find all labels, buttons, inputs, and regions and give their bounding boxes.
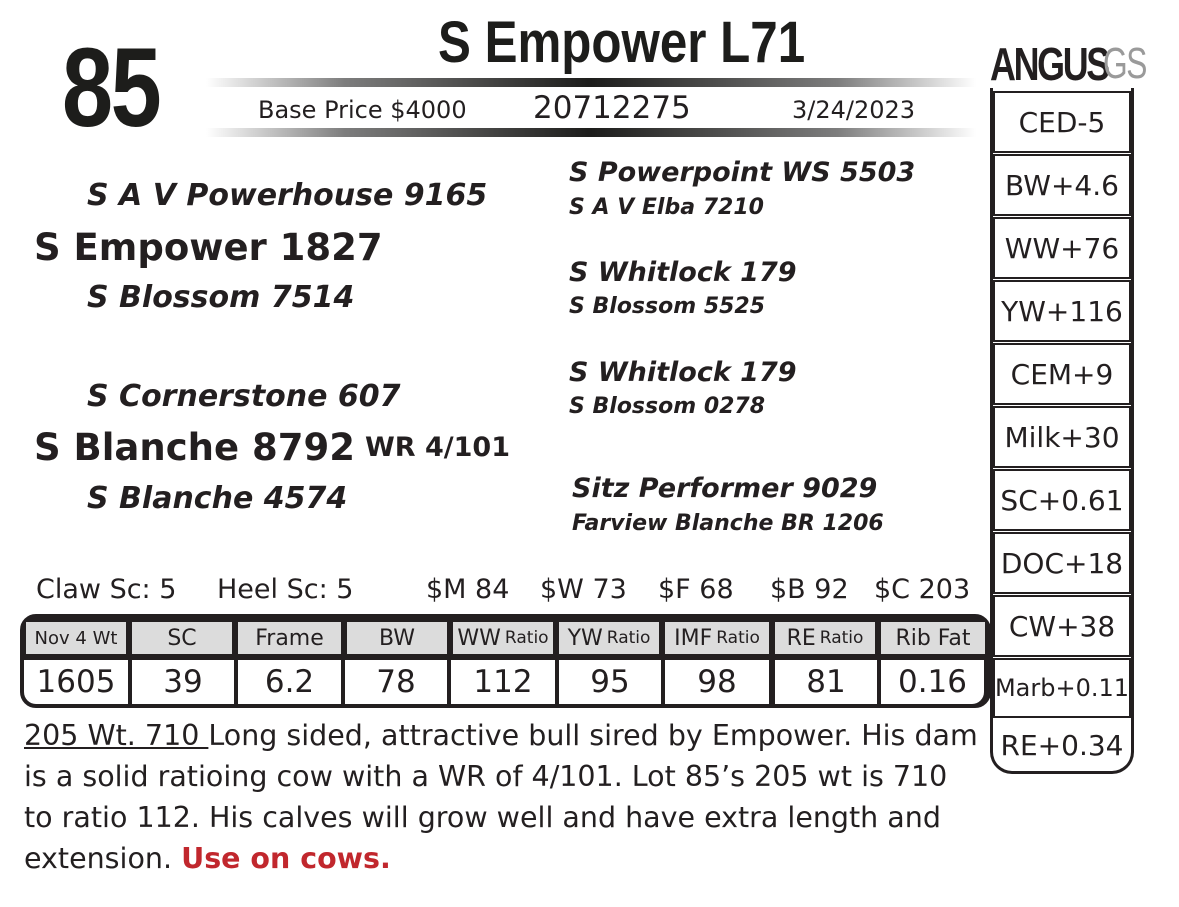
table-cell-nov-wt: 1605 <box>24 660 128 704</box>
weaning-weight: 205 Wt. 710 <box>24 719 209 752</box>
registration-number: 20712275 <box>533 90 691 126</box>
birth-date: 3/24/2023 <box>792 96 916 124</box>
heel-score: Heel Sc: 5 <box>217 574 354 605</box>
epd-milk: Milk+30 <box>993 406 1131 468</box>
table-cell-re-ratio: 81 <box>775 660 877 704</box>
table-cell-imf-ratio: 98 <box>665 660 769 704</box>
header-divider-bottom <box>206 128 976 137</box>
table-cell-rib-fat: 0.16 <box>881 660 984 704</box>
sire: S Empower 1827 <box>34 226 383 269</box>
index-b: $B 92 <box>770 574 849 605</box>
epd-ww: WW+76 <box>993 217 1131 279</box>
dam-sire: S Cornerstone 607 <box>87 379 401 414</box>
table-header-bw: BW <box>345 620 449 656</box>
lot-description <box>24 715 984 879</box>
dam-dam-sire: Sitz Performer 9029 <box>572 473 878 504</box>
table-header-re-ratio: RE Ratio <box>773 620 877 656</box>
sire-sire-sire: S Powerpoint WS 5503 <box>569 157 916 188</box>
angus-logo-main: ANGUS <box>990 38 1108 90</box>
index-f: $F 68 <box>658 574 734 605</box>
table-cell-sc: 39 <box>132 660 234 704</box>
dam-dam: S Blanche 4574 <box>87 481 348 516</box>
table-header-imf-ratio: IMF Ratio <box>663 620 771 656</box>
table-header-yw-ratio: YW Ratio <box>557 620 661 656</box>
index-c: $C 203 <box>874 574 971 605</box>
table-cell-yw-ratio: 95 <box>559 660 661 704</box>
table-cell-bw: 78 <box>345 660 447 704</box>
epd-marb: Marb+0.11 <box>993 658 1131 718</box>
epd-cem: CEM+9 <box>993 343 1131 405</box>
epd-re: RE+0.34 <box>1000 728 1124 762</box>
table-header-rib-fat: Rib Fat <box>879 620 987 656</box>
epd-ced: CED-5 <box>993 91 1131 153</box>
sire-sire: S A V Powerhouse 9165 <box>87 178 488 213</box>
table-cell-ww-ratio: 112 <box>451 660 555 704</box>
table-header-nov-wt: Nov 4 Wt <box>24 620 128 656</box>
angus-logo-suffix: GS <box>1103 39 1146 88</box>
sire-dam: S Blossom 7514 <box>87 280 355 315</box>
epd-cw: CW+38 <box>993 595 1131 657</box>
sire-sire-dam: S A V Elba 7210 <box>569 195 764 220</box>
lot-number: 85 <box>62 25 160 150</box>
sire-dam-dam: S Blossom 5525 <box>569 294 766 319</box>
dam-sire-dam: S Blossom 0278 <box>569 394 766 419</box>
description-body: Long sided, attractive bull sired by Empower. His dam is a solid ratioing cow with a WR of 4/101. Lot 85’s 205 wt is 710 to ratio 112. His calves will grow well and have extra length and extension. <box>24 719 978 875</box>
dam: S Blanche 8792 <box>34 426 355 469</box>
header-divider-top <box>206 78 976 87</box>
epd-bw: BW+4.6 <box>993 154 1131 216</box>
usage-recommendation: Use on cows. <box>181 842 391 875</box>
dam-dam-dam: Farview Blanche BR 1206 <box>572 511 884 536</box>
table-header-ww-ratio: WW Ratio <box>451 620 555 656</box>
table-header-sc: SC <box>130 620 234 656</box>
sire-dam-sire: S Whitlock 179 <box>569 257 797 288</box>
epd-doc: DOC+18 <box>993 532 1131 594</box>
epd-sc: SC+0.61 <box>993 469 1131 531</box>
index-w: $W 73 <box>540 574 627 605</box>
index-m: $M 84 <box>426 574 510 605</box>
table-cell-frame: 6.2 <box>238 660 341 704</box>
bull-name: S Empower L71 <box>438 10 806 75</box>
angus-logo <box>990 38 1146 90</box>
claw-score: Claw Sc: 5 <box>36 574 177 605</box>
table-header-frame: Frame <box>236 620 343 656</box>
dam-sire-sire: S Whitlock 179 <box>569 357 797 388</box>
epd-yw: YW+116 <box>993 280 1131 342</box>
dam-wr: WR 4/101 <box>365 432 510 463</box>
base-price: Base Price $4000 <box>258 96 467 124</box>
